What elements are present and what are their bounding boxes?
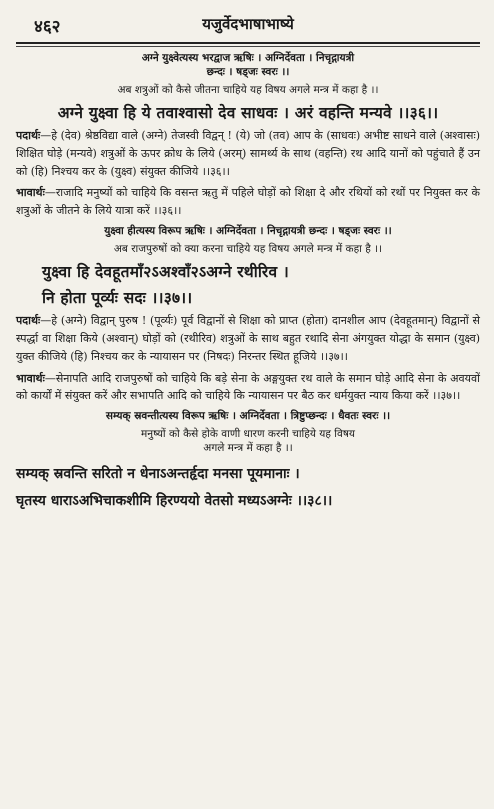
bhavartha-paragraph xyxy=(16,184,480,220)
padartha-label: पदार्थः xyxy=(16,129,41,142)
mantra-intro-line-2: अगले मन्त्र में कहा है ।। xyxy=(203,442,293,455)
mantra-intro-line-1: मनुष्यों को कैसे होके वाणी धारण करनी चाहिये यह विषय xyxy=(141,428,355,441)
mantra-text-line-1: सम्यक् स्रवन्ति सरितो न धेनाऽअन्तर्हृदा मनसा पूयमानाः । xyxy=(16,466,300,483)
padartha-label: पदार्थः xyxy=(16,314,41,328)
padartha-text: —हे (अग्ने) विद्वान् पुरुष ! (पूर्व्यः) पूर्व विद्वानों से शिक्षा को प्राप्त (होता) दानशील आप (देवहूतमान्) विद्वानों से स्पर्द्धा वा शिक्षा किये (अश्वान्) घोड़ों को (रथीरिव) शत्रुओं के साथ बहुत रथादि सेना अंगयुक्त योद्धा के समान (युक्ष्व) युक्त कीजिये (हि) निश्चय कर के न्यायासन पर (निषदः) निरन्तर स्थित हूजिये ।।३७।। xyxy=(16,314,480,363)
header-rule xyxy=(16,42,480,44)
page-number: ४६२ xyxy=(34,17,61,37)
header-rule-thin xyxy=(16,46,480,47)
running-title: यजुर्वेदभाषाभाष्ये xyxy=(202,15,294,33)
mantra-text-line-2: घृतस्य धाराऽअभिचाकशीमि हिरण्ययो वेतसो मध्यऽअग्नेः ।।३८।। xyxy=(16,492,333,509)
page-header xyxy=(16,10,480,36)
mantra-meta: अग्ने युक्ष्वेत्यस्य भरद्वाज ऋषिः । अग्निर्देवता । निचृद्गायत्री xyxy=(141,52,355,64)
mantra-text: अग्ने युक्ष्वा हि ये तवाश्वासो देव साधवः । अरं वहन्ति मन्यवे ।।३६।। xyxy=(57,103,439,122)
bhavartha-text: —राजादि मनुष्यों को चाहिये कि वसन्त ऋतु में पहिले घोड़ों को शिक्षा दे और रथियों को रथों पर नियुक्त कर के शत्रुओं के जीतने के लिये यात्रा करें ।।३६।। xyxy=(16,186,480,218)
bhavartha-paragraph xyxy=(16,370,480,406)
mantra-text-line-1: युक्ष्वा हि देवहूतमाँ२ऽअश्वाँ२ऽअग्ने रथीरिव । xyxy=(42,262,289,282)
bhavartha-label: भावार्थः xyxy=(16,371,45,385)
mantra-meta: युक्ष्वा हीत्यस्य विरूप ऋषिः । अग्निर्देवता । निचृद्गायत्री छन्दः । षड्जः स्वरः ।। xyxy=(104,225,392,238)
mantra-chanda: छन्दः । षड्जः स्वरः ।। xyxy=(206,66,290,78)
mantra-block-36 xyxy=(16,51,480,220)
padartha-paragraph xyxy=(16,312,480,365)
bhavartha-label: भावार्थः xyxy=(16,186,45,200)
mantra-intro: अब शत्रुओं को कैसे जीतना चाहिये यह विषय अगले मन्त्र में कहा है ।। xyxy=(117,84,379,96)
mantra-block-37 xyxy=(16,224,480,405)
bhavartha-text: —सेनापति आदि राजपुरुषों को चाहिये कि बड़े सेना के अङ्गयुक्त रथ वाले के समान घोड़े आदि सेना के अवयवों को कार्यों में संयुक्त करें और सभापति आदि को चाहिये कि न्यायासन पर बैठ कर धर्मयुक्त न्याय किया करें ।।३७।। xyxy=(16,371,480,403)
mantra-text-line-2: नि होता पूर्व्यः सदः ।।३७।। xyxy=(42,288,193,308)
padartha-text: —हे (देव) श्रेष्ठविद्या वाले (अग्ने) तेजस्वी विद्वन् ! (ये) जो (तव) आप के (साधवः) अभीष्ट साधने वाले (अश्वासः) शिक्षित घोड़े (मन्यवे) शत्रुओं के ऊपर क्रोध के लिये (अरम्) सामर्थ्य के साथ (वहन्ति) रथ आदि यानों को पहुंचाते हैं उन को (हि) निश्चय कर के (युक्ष्व) संयुक्त कीजिये ।।३६।। xyxy=(16,129,480,178)
mantra-meta: सम्यक् स्रवन्तीत्यस्य विरूप ऋषिः । अग्निर्देवता । त्रिष्टुप्छन्दः । धैवतः स्वरः ।। xyxy=(105,410,391,423)
padartha-paragraph xyxy=(16,127,480,180)
mantra-intro: अब राजपुरुषों को क्या करना चाहिये यह विषय अगले मन्त्र में कहा है ।। xyxy=(113,243,383,256)
mantra-block-38 xyxy=(16,409,480,514)
